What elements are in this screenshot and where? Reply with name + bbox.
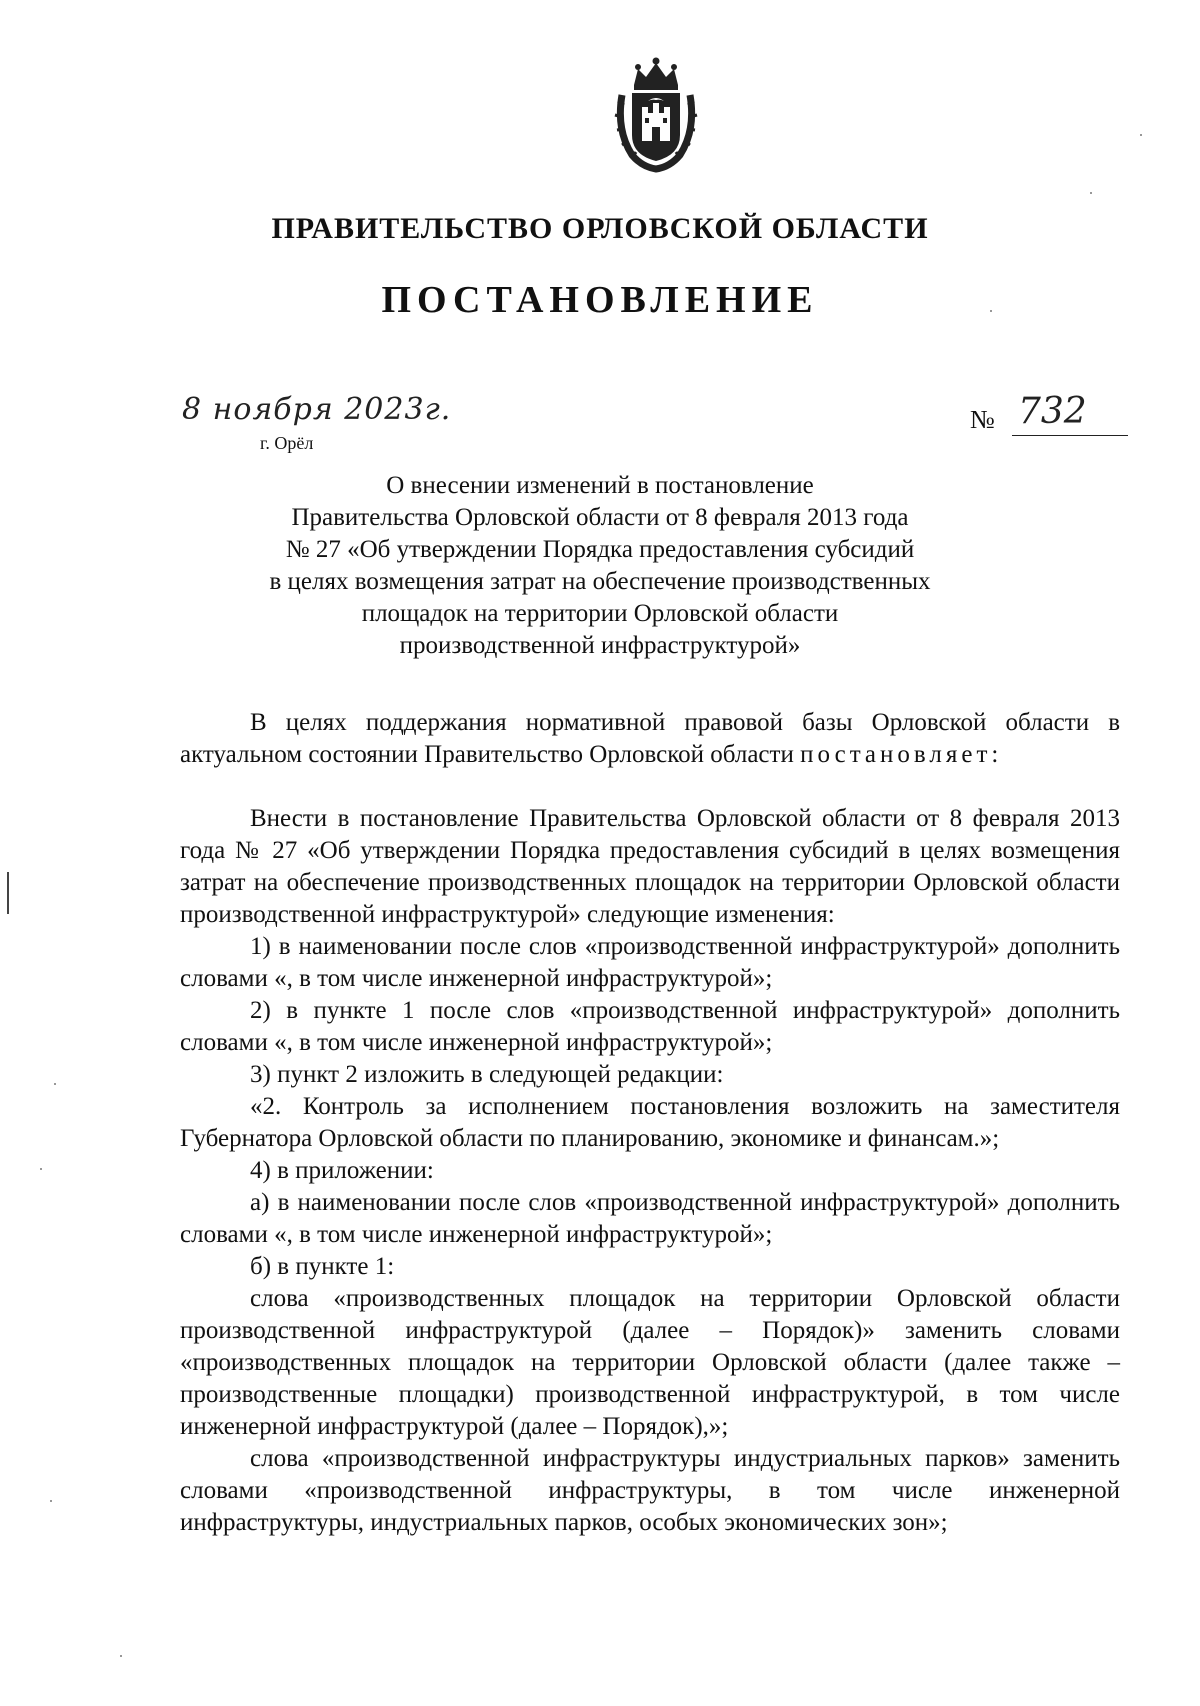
scan-speck bbox=[1140, 134, 1142, 136]
paragraph-item-3-text: «2. Контроль за исполнением постановления возложить на заместителя Губернатора Орловской области по планированию, экономике и финансам.»; bbox=[180, 1093, 1120, 1152]
subject-line: площадок на территории Орловской области bbox=[361, 600, 839, 627]
subject-line: производственной инфраструктурой» bbox=[399, 632, 801, 659]
scan-speck bbox=[990, 310, 992, 312]
subject-heading bbox=[200, 470, 1000, 662]
scan-margin-mark bbox=[7, 872, 9, 914]
paragraph-item-3: 3) пункт 2 изложить в следующей редакции: bbox=[250, 1061, 724, 1088]
subject-line: № 27 «Об утверждении Порядка предоставления субсидий bbox=[285, 536, 915, 563]
document-number bbox=[970, 391, 1130, 439]
subject-line: в целях возмещения затрат на обеспечение производственных bbox=[269, 568, 931, 595]
decree-word: постановляет: bbox=[800, 741, 1003, 768]
scan-speck bbox=[50, 1500, 52, 1502]
paragraph-item-4b-words-1: слова «производственных площадок на территории Орловской области производственной инфраструктурой (далее – Порядок)» заменить словами «производственных площадок на территории Орловской области (далее также – производственные площадки) производственной инфраструктурой, в том числе инженерной инфраструктурой (далее – Порядок),»; bbox=[180, 1285, 1120, 1440]
paragraph-item-4b-words-2: слова «производственной инфраструктуры индустриальных парков» заменить словами «производственной инфраструктуры, в том числе инженерной инфраструктуры, индустриальных парков, особых экономических зон»; bbox=[180, 1445, 1120, 1536]
handwritten-date: 8 ноября 2023г. bbox=[182, 392, 452, 427]
subject-line: Правительства Орловской области от 8 февраля 2013 года bbox=[291, 504, 909, 531]
paragraph-item-4: 4) в приложении: bbox=[250, 1157, 434, 1184]
subject-line: О внесении изменений в постановление bbox=[386, 472, 814, 499]
scan-speck bbox=[54, 1083, 56, 1085]
paragraph-item-4b: б) в пункте 1: bbox=[250, 1253, 395, 1280]
scan-speck bbox=[40, 1168, 42, 1170]
orel-oblast-coat-of-arms-icon bbox=[612, 55, 700, 173]
paragraph-gap bbox=[180, 771, 1120, 803]
scan-speck bbox=[1090, 192, 1092, 194]
intro-text: В целях поддержания нормативной правовой базы Орловской области в актуальном состоянии Правительство Орловской области bbox=[180, 709, 1120, 768]
document-body bbox=[180, 707, 1120, 1539]
paragraph-amend: Внести в постановление Правительства Орловской области от 8 февраля 2013 года № 27 «Об утверждении Порядка предоставления субсидий в целях возмещения затрат на обеспечение производственных площадок на территории Орловской области производственной инфраструктурой» следующие изменения: bbox=[180, 805, 1120, 928]
scan-speck bbox=[120, 1655, 122, 1657]
paragraph-item-2: 2) в пункте 1 после слов «производственной инфраструктурой» дополнить словами «, в том числе инженерной инфраструктурой»; bbox=[180, 997, 1120, 1056]
city-label: г. Орёл bbox=[260, 433, 314, 453]
paragraph-item-4a: а) в наименовании после слов «производственной инфраструктурой» дополнить словами «, в том числе инженерной инфраструктурой»; bbox=[180, 1189, 1120, 1248]
handwritten-number: 732 bbox=[1018, 391, 1087, 432]
intro-paragraph bbox=[180, 707, 1120, 771]
paragraph-item-1: 1) в наименовании после слов «производственной инфраструктурой» дополнить словами «, в том числе инженерной инфраструктурой»; bbox=[180, 933, 1120, 992]
document-type-title: ПОСТАНОВЛЕНИЕ bbox=[381, 279, 819, 321]
number-underline bbox=[1012, 435, 1128, 436]
date-field bbox=[182, 392, 452, 432]
number-sign: № bbox=[970, 405, 995, 434]
government-title: ПРАВИТЕЛЬСТВО ОРЛОВСКОЙ ОБЛАСТИ bbox=[271, 212, 929, 245]
